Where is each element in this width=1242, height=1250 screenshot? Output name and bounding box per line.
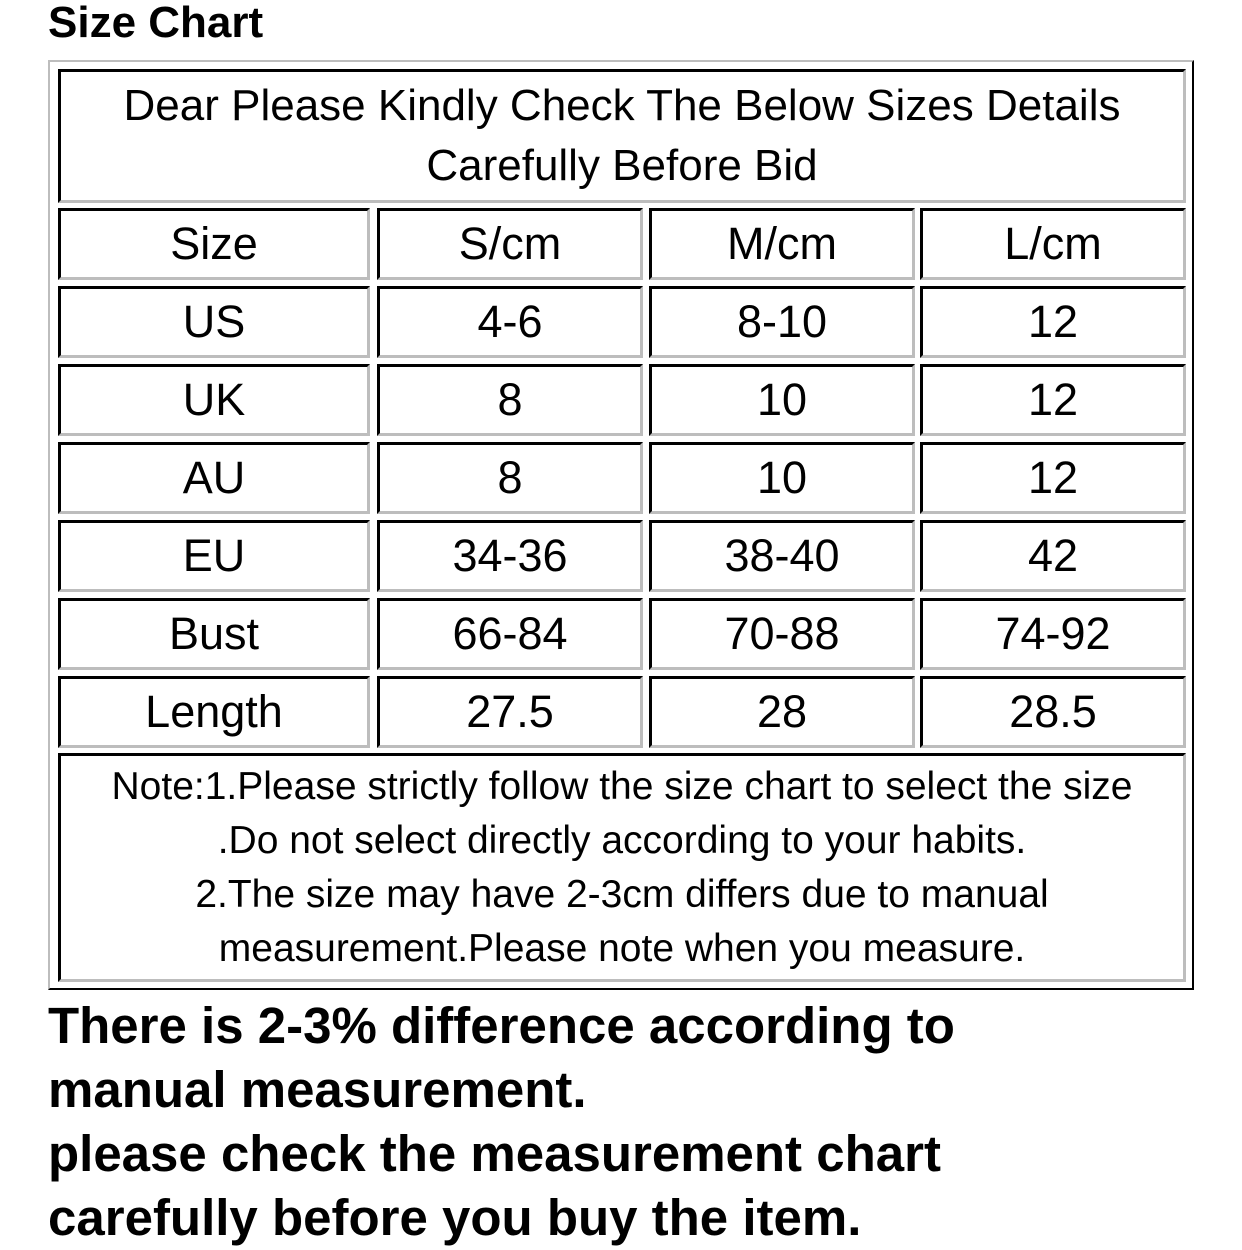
cell-value: 12 (1027, 452, 1079, 503)
table-cell (58, 520, 370, 592)
cell-value: 8 (497, 374, 523, 425)
row-label: EU (182, 530, 246, 581)
column-header: Size (170, 218, 258, 269)
column-header: S/cm (458, 218, 562, 269)
table-cell (58, 442, 370, 514)
row-label: AU (182, 452, 246, 503)
cell-value: 38-40 (724, 530, 840, 581)
cell-value: 10 (756, 452, 808, 503)
table-note-cell (58, 753, 1186, 982)
cell-value: 28.5 (1009, 686, 1097, 737)
row-label: Bust (168, 608, 260, 659)
table-cell (58, 676, 370, 748)
table-cell (649, 364, 915, 436)
table-cell (58, 364, 370, 436)
table-cell (377, 286, 643, 358)
table-cell (920, 598, 1186, 670)
size-chart-table (48, 60, 1194, 990)
note-line: Note:1.Please strictly follow the size chart to select the size (111, 764, 1133, 808)
cell-value: 27.5 (466, 686, 554, 737)
table-cell (649, 286, 915, 358)
table-cell (649, 442, 915, 514)
cell-value: 4-6 (477, 296, 543, 347)
cell-value: 34-36 (452, 530, 568, 581)
note-line: .Do not select directly according to your habits. (217, 818, 1027, 862)
cell-value: 28 (756, 686, 808, 737)
cell-value: 12 (1027, 296, 1079, 347)
cell-value: 42 (1027, 530, 1079, 581)
table-cell (920, 676, 1186, 748)
column-header: L/cm (1004, 218, 1102, 269)
disclaimer-line: There is 2-3% difference according to (48, 997, 955, 1054)
cell-value: 10 (756, 374, 808, 425)
table-cell (58, 598, 370, 670)
table-cell (649, 598, 915, 670)
cell-value: 8-10 (736, 296, 828, 347)
table-cell (920, 442, 1186, 514)
header-cell-size (58, 208, 370, 280)
table-cell (377, 676, 643, 748)
disclaimer-line: carefully before you buy the item. (48, 1189, 862, 1246)
table-cell (58, 286, 370, 358)
table-cell (377, 442, 643, 514)
table-cell (377, 520, 643, 592)
row-label: US (182, 296, 246, 347)
table-cell (920, 364, 1186, 436)
page-title: Size Chart (48, 0, 264, 47)
header-cell-s (377, 208, 643, 280)
cell-value: 70-88 (724, 608, 840, 659)
cell-value: 12 (1027, 374, 1079, 425)
column-header: M/cm (727, 218, 837, 269)
measurement-disclaimer (48, 994, 1198, 1250)
header-cell-l (920, 208, 1186, 280)
cell-value: 8 (497, 452, 523, 503)
cell-value: 66-84 (452, 608, 568, 659)
cell-value: 74-92 (995, 608, 1111, 659)
table-cell (649, 676, 915, 748)
table-cell (920, 286, 1186, 358)
table-cell (377, 364, 643, 436)
row-label: UK (182, 374, 246, 425)
table-cell (377, 598, 643, 670)
note-line: 2.The size may have 2-3cm differs due to manual (195, 872, 1049, 916)
table-caption-cell (58, 69, 1186, 203)
disclaimer-line: manual measurement. (48, 1061, 587, 1118)
table-caption: Dear Please Kindly Check The Below Sizes Details Carefully Before Bid (123, 81, 1121, 190)
note-line: measurement.Please note when you measure. (218, 926, 1026, 970)
header-cell-m (649, 208, 915, 280)
table-cell (649, 520, 915, 592)
row-label: Length (145, 686, 283, 737)
table-cell (920, 520, 1186, 592)
disclaimer-line: please check the measurement chart (48, 1125, 941, 1182)
